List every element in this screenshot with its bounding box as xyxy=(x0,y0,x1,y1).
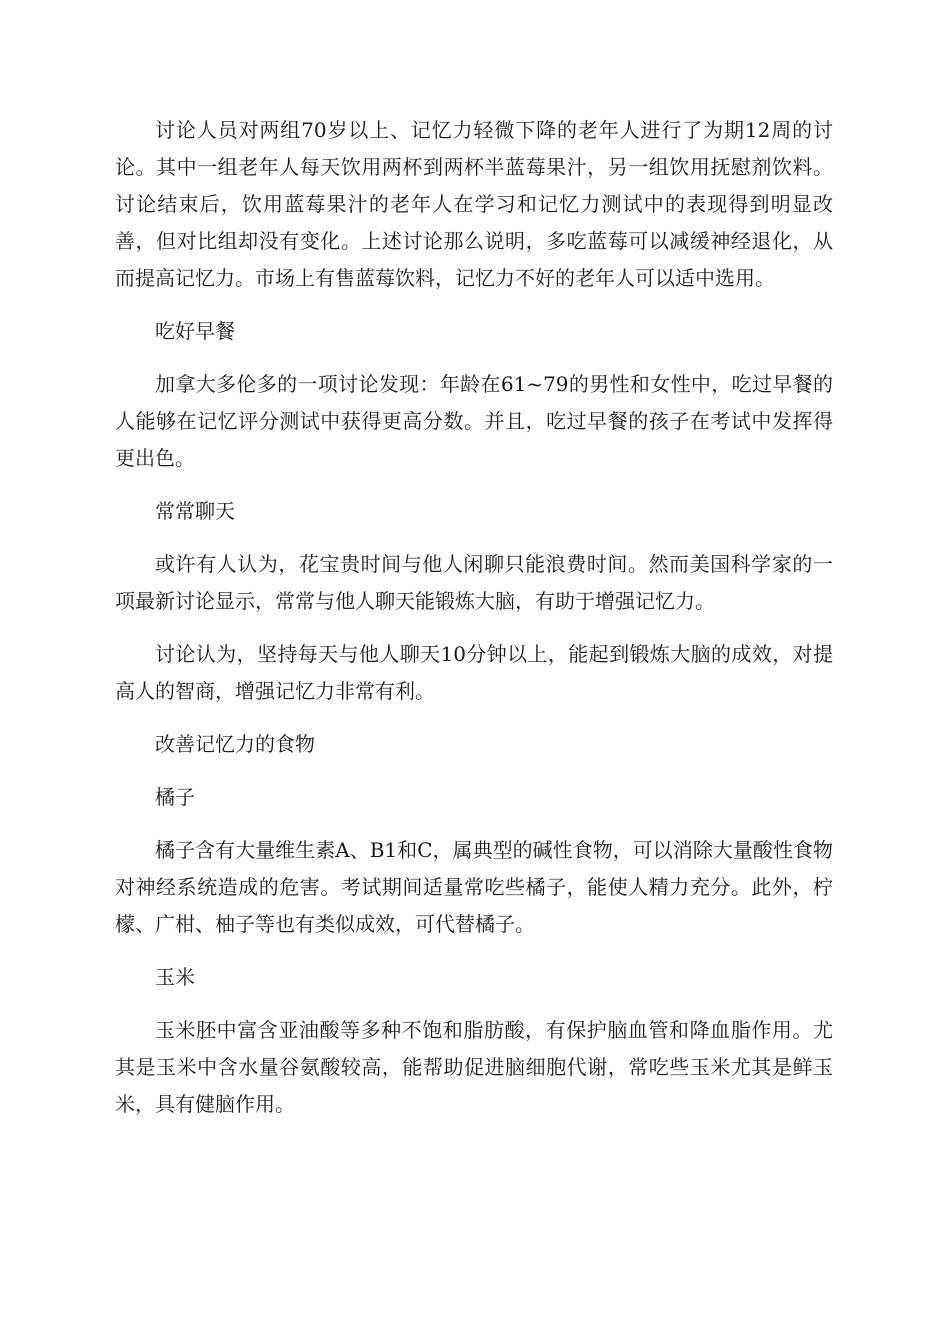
paragraph-chatting-conclusion: 讨论认为，坚持每天与他人聊天10分钟以上，能起到锻炼大脑的成效，对提高人的智商，增强记忆力非常有利。 xyxy=(115,642,833,703)
heading-orange: 橘子 xyxy=(155,785,195,809)
heading-memory-foods: 改善记忆力的食物 xyxy=(155,732,315,756)
heading-breakfast: 吃好早餐 xyxy=(155,319,235,343)
paragraph-orange: 橘子含有大量维生素A、B1和C，属典型的碱性食物，可以消除大量酸性食物对神经系统造成的危害。考试期间适量常吃些橘子，能使人精力充分。此外，柠檬、广柑、柚子等也有类似成效，可代替橘子。 xyxy=(115,838,833,936)
paragraph-blueberry-study: 讨论人员对两组70岁以上、记忆力轻微下降的老年人进行了为期12周的讨论。其中一组老年人每天饮用两杯到两杯半蓝莓果汁，另一组饮用抚慰剂饮料。讨论结束后，饮用蓝莓果汁的老年人在学习和记忆力测试中的表现得到明显改善，但对比组却没有变化。上述讨论那么说明，多吃蓝莓可以减缓神经退化，从而提高记忆力。市场上有售蓝莓饮料，记忆力不好的老年人可以适中选用。 xyxy=(115,118,833,290)
paragraph-breakfast-study: 加拿大多伦多的一项讨论发现：年龄在61~79的男性和女性中，吃过早餐的人能够在记忆评分测试中获得更高分数。并且，吃过早餐的孩子在考试中发挥得更出色。 xyxy=(115,372,833,470)
document-page xyxy=(115,112,833,1139)
paragraph-corn: 玉米胚中富含亚油酸等多种不饱和脂肪酸，有保护脑血管和降血脂作用。尤其是玉米中含水量谷氨酸较高，能帮助促进脑细胞代谢，常吃些玉米尤其是鲜玉米，具有健脑作用。 xyxy=(115,1018,833,1116)
heading-chatting: 常常聊天 xyxy=(155,499,235,523)
paragraph-chatting-study: 或许有人认为，花宝贵时间与他人闲聊只能浪费时间。然而美国科学家的一项最新讨论显示，常常与他人聊天能锻炼大脑，有助于增强记忆力。 xyxy=(115,552,833,613)
heading-corn: 玉米 xyxy=(155,965,195,989)
